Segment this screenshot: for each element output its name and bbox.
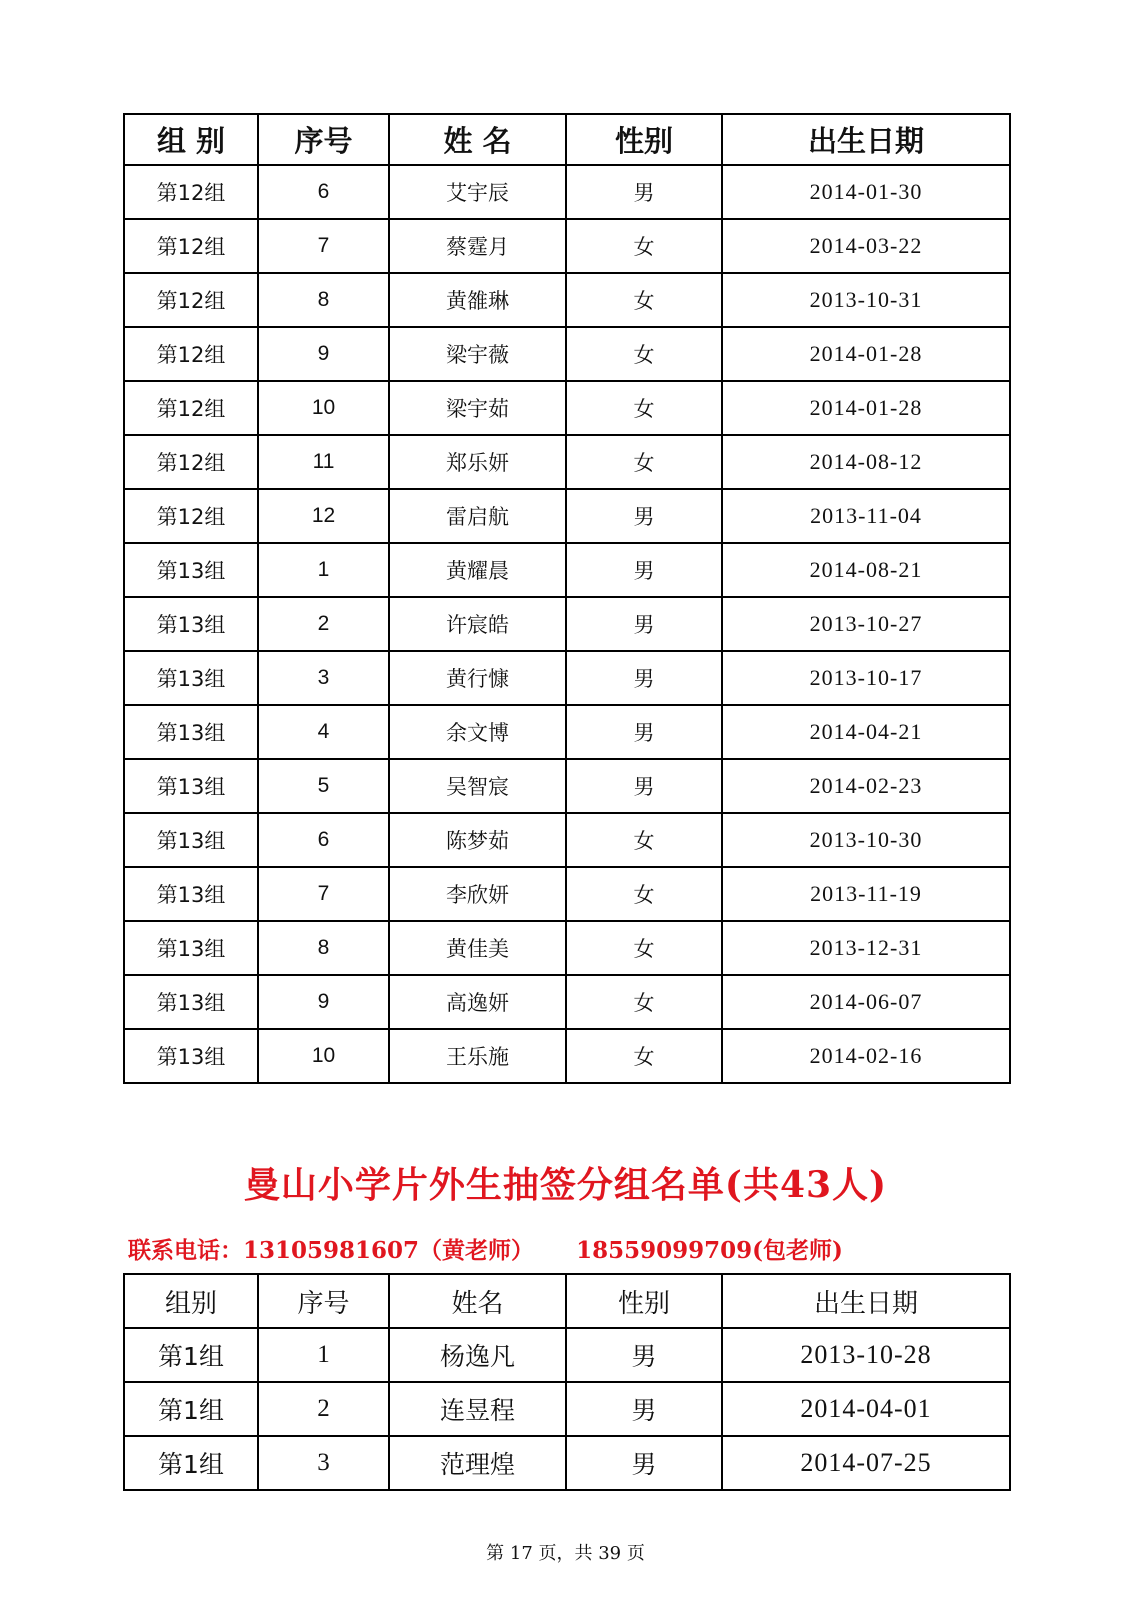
- header-seq: 序号: [258, 114, 389, 165]
- contact-line: [128, 1232, 877, 1265]
- table-row: [124, 975, 1010, 1029]
- cell-name: 连昱程: [389, 1382, 566, 1436]
- cell-gender: 男: [566, 1436, 722, 1490]
- cell-seq: 6: [258, 813, 389, 867]
- cell-name: 高逸妍: [389, 975, 566, 1029]
- cell-name: 黄行慷: [389, 651, 566, 705]
- cell-seq: 1: [258, 543, 389, 597]
- cell-birth-date: 2014-08-12: [722, 435, 1010, 489]
- cell-birth-date: 2014-08-21: [722, 543, 1010, 597]
- header-gender: 性别: [566, 1274, 722, 1328]
- cell-group: 第12组: [124, 165, 258, 219]
- cell-gender: 女: [566, 867, 722, 921]
- cell-name: 艾宇辰: [389, 165, 566, 219]
- cell-seq: 1: [258, 1328, 389, 1382]
- header-birth: 出生日期: [722, 1274, 1010, 1328]
- cell-name: 范理煌: [389, 1436, 566, 1490]
- cell-birth-date: 2013-10-30: [722, 813, 1010, 867]
- cell-seq: 9: [258, 327, 389, 381]
- table-header-row: [124, 114, 1010, 165]
- cell-seq: 12: [258, 489, 389, 543]
- cell-group: 第13组: [124, 651, 258, 705]
- cell-name: 蔡霆月: [389, 219, 566, 273]
- table-row: [124, 1436, 1010, 1490]
- cell-group: 第12组: [124, 489, 258, 543]
- cell-group: 第1组: [124, 1328, 258, 1382]
- cell-seq: 2: [258, 597, 389, 651]
- table-row: [124, 867, 1010, 921]
- cell-birth-date: 2013-11-19: [722, 867, 1010, 921]
- cell-group: 第12组: [124, 219, 258, 273]
- cell-group: 第13组: [124, 867, 258, 921]
- cell-group: 第12组: [124, 381, 258, 435]
- table-row: [124, 435, 1010, 489]
- cell-group: 第12组: [124, 273, 258, 327]
- cell-birth-date: 2013-12-31: [722, 921, 1010, 975]
- cell-group: 第1组: [124, 1382, 258, 1436]
- header-seq: 序号: [258, 1274, 389, 1328]
- cell-birth-date: 2013-10-31: [722, 273, 1010, 327]
- cell-seq: 3: [258, 651, 389, 705]
- cell-birth-date: 2014-07-25: [722, 1436, 1010, 1490]
- table-row: [124, 1029, 1010, 1083]
- cell-group: 第13组: [124, 759, 258, 813]
- cell-gender: 男: [566, 759, 722, 813]
- cell-name: 黄耀晨: [389, 543, 566, 597]
- cell-group: 第13组: [124, 597, 258, 651]
- cell-seq: 8: [258, 921, 389, 975]
- table-row: [124, 381, 1010, 435]
- header-birth: 出生日期: [722, 114, 1010, 165]
- cell-name: 黄雒琳: [389, 273, 566, 327]
- cell-birth-date: 2013-10-28: [722, 1328, 1010, 1382]
- cell-seq: 10: [258, 1029, 389, 1083]
- cell-gender: 男: [566, 705, 722, 759]
- table-row: [124, 813, 1010, 867]
- cell-seq: 9: [258, 975, 389, 1029]
- cell-group: 第13组: [124, 705, 258, 759]
- cell-gender: 女: [566, 435, 722, 489]
- cell-seq: 7: [258, 219, 389, 273]
- cell-gender: 女: [566, 273, 722, 327]
- table-row: [124, 489, 1010, 543]
- cell-seq: 8: [258, 273, 389, 327]
- cell-birth-date: 2013-10-27: [722, 597, 1010, 651]
- cell-gender: 女: [566, 975, 722, 1029]
- cell-name: 吴智宸: [389, 759, 566, 813]
- contact-phone-1: 联系电话：13105981607（黄老师）: [128, 1237, 535, 1264]
- cell-name: 许宸皓: [389, 597, 566, 651]
- cell-name: 郑乐妍: [389, 435, 566, 489]
- cell-seq: 6: [258, 165, 389, 219]
- cell-gender: 女: [566, 381, 722, 435]
- table-body: [124, 165, 1010, 1083]
- cell-name: 黄佳美: [389, 921, 566, 975]
- cell-seq: 7: [258, 867, 389, 921]
- table-row: [124, 1382, 1010, 1436]
- cell-seq: 11: [258, 435, 389, 489]
- cell-group: 第12组: [124, 435, 258, 489]
- cell-name: 余文博: [389, 705, 566, 759]
- cell-birth-date: 2014-02-23: [722, 759, 1010, 813]
- table-row: [124, 1328, 1010, 1382]
- cell-gender: 男: [566, 489, 722, 543]
- table-row: [124, 759, 1010, 813]
- cell-gender: 男: [566, 1328, 722, 1382]
- table-row: [124, 597, 1010, 651]
- cell-birth-date: 2014-06-07: [722, 975, 1010, 1029]
- cell-seq: 3: [258, 1436, 389, 1490]
- cell-group: 第12组: [124, 327, 258, 381]
- section-title: 曼山小学片外生抽签分组名单(共43人): [243, 1164, 888, 1206]
- cell-gender: 男: [566, 543, 722, 597]
- cell-gender: 男: [566, 165, 722, 219]
- cell-name: 梁宇茹: [389, 381, 566, 435]
- cell-gender: 男: [566, 1382, 722, 1436]
- cell-gender: 女: [566, 327, 722, 381]
- cell-birth-date: 2013-10-17: [722, 651, 1010, 705]
- cell-gender: 男: [566, 597, 722, 651]
- header-name: 姓 名: [389, 114, 566, 165]
- cell-gender: 男: [566, 651, 722, 705]
- table-row: [124, 273, 1010, 327]
- table-body: [124, 1328, 1010, 1490]
- cell-birth-date: 2014-02-16: [722, 1029, 1010, 1083]
- header-group: 组 别: [124, 114, 258, 165]
- table-row: [124, 921, 1010, 975]
- cell-name: 李欣妍: [389, 867, 566, 921]
- table-row: [124, 543, 1010, 597]
- table-row: [124, 705, 1010, 759]
- cell-group: 第13组: [124, 975, 258, 1029]
- table-row: [124, 219, 1010, 273]
- cell-name: 梁宇薇: [389, 327, 566, 381]
- cell-birth-date: 2014-01-30: [722, 165, 1010, 219]
- cell-group: 第1组: [124, 1436, 258, 1490]
- cell-group: 第13组: [124, 921, 258, 975]
- cell-gender: 女: [566, 219, 722, 273]
- cell-birth-date: 2014-01-28: [722, 381, 1010, 435]
- roster-table-bottom: [123, 1273, 1011, 1491]
- roster-table-top: [123, 113, 1011, 1084]
- cell-group: 第13组: [124, 543, 258, 597]
- cell-gender: 女: [566, 1029, 722, 1083]
- cell-seq: 5: [258, 759, 389, 813]
- contact-phone-2: 18559099709(包老师): [576, 1237, 843, 1264]
- header-gender: 性别: [566, 114, 722, 165]
- cell-seq: 2: [258, 1382, 389, 1436]
- cell-group: 第13组: [124, 1029, 258, 1083]
- table-row: [124, 651, 1010, 705]
- cell-birth-date: 2014-03-22: [722, 219, 1010, 273]
- cell-seq: 4: [258, 705, 389, 759]
- cell-birth-date: 2014-04-21: [722, 705, 1010, 759]
- cell-name: 杨逸凡: [389, 1328, 566, 1382]
- header-group: 组别: [124, 1274, 258, 1328]
- page-number-footer: 第 17 页，共 39 页: [486, 1543, 645, 1564]
- cell-gender: 女: [566, 813, 722, 867]
- cell-seq: 10: [258, 381, 389, 435]
- table-header-row: [124, 1274, 1010, 1328]
- cell-birth-date: 2014-04-01: [722, 1382, 1010, 1436]
- cell-name: 雷启航: [389, 489, 566, 543]
- cell-gender: 女: [566, 921, 722, 975]
- header-name: 姓名: [389, 1274, 566, 1328]
- cell-name: 陈梦茹: [389, 813, 566, 867]
- cell-birth-date: 2013-11-04: [722, 489, 1010, 543]
- cell-name: 王乐施: [389, 1029, 566, 1083]
- cell-group: 第13组: [124, 813, 258, 867]
- cell-birth-date: 2014-01-28: [722, 327, 1010, 381]
- table-row: [124, 165, 1010, 219]
- table-row: [124, 327, 1010, 381]
